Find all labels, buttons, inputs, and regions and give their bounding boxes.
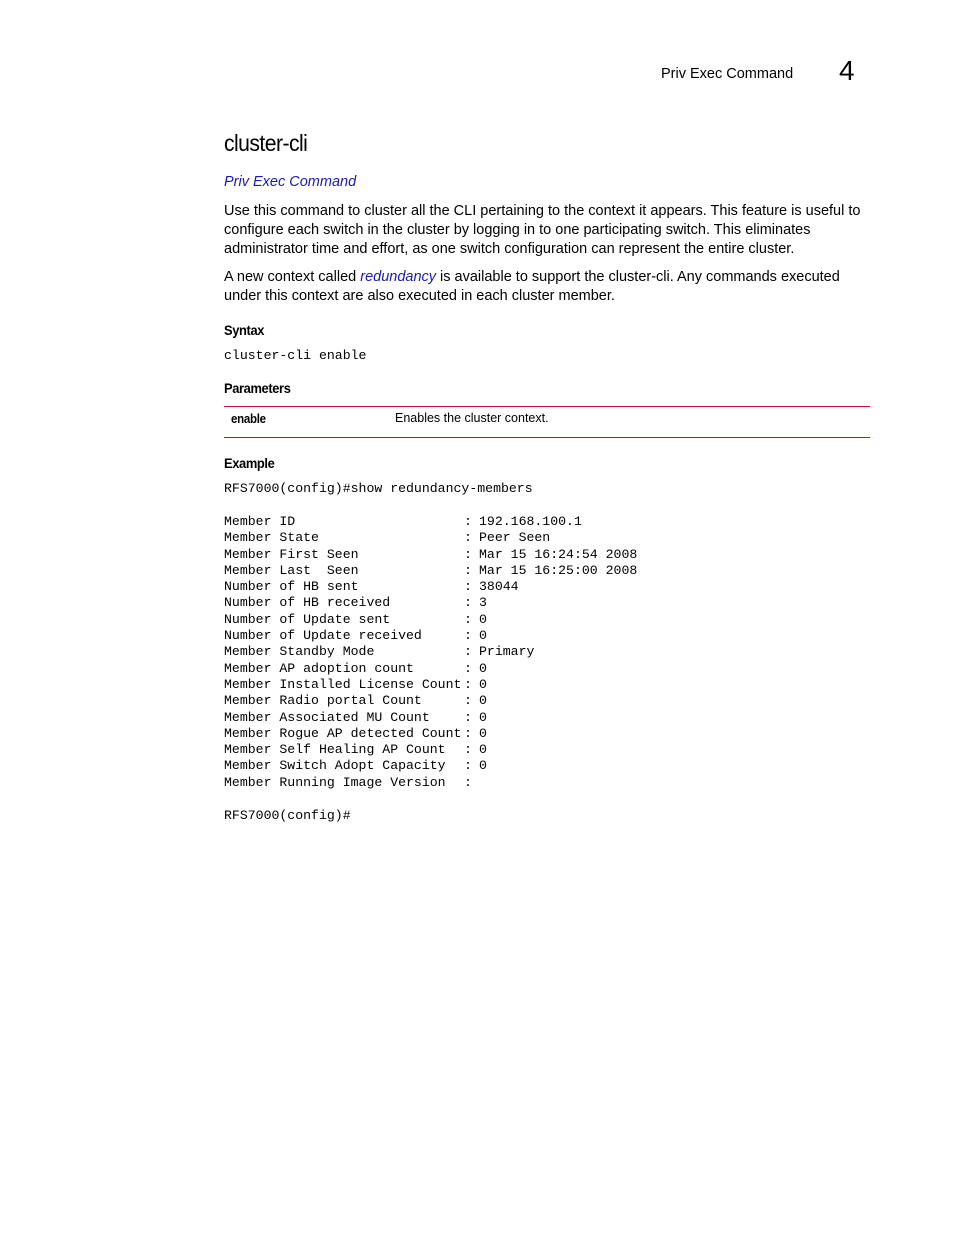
- output-key: Member AP adoption count: [224, 660, 414, 676]
- output-key: Member Rogue AP detected Count: [224, 725, 462, 741]
- parameters-heading: Parameters: [224, 380, 291, 396]
- output-row: [224, 579, 637, 595]
- output-value: 192.168.100.1: [479, 514, 582, 529]
- output-separator: :: [464, 628, 472, 644]
- output-key: Member Standby Mode: [224, 644, 375, 660]
- output-key: Member First Seen: [224, 546, 359, 562]
- output-separator: :: [464, 562, 472, 578]
- context-note-paragraph: [224, 268, 870, 306]
- output-separator: :: [464, 660, 472, 676]
- output-separator: :: [464, 742, 472, 758]
- syntax-code: cluster-cli enable: [224, 348, 367, 363]
- breadcrumb-link[interactable]: Priv Exec Command: [224, 174, 357, 190]
- output-separator: :: [464, 595, 472, 611]
- output-row: [224, 726, 637, 742]
- example-prompt: RFS7000(config)#: [224, 808, 351, 823]
- output-row: [224, 693, 637, 709]
- output-value: Mar 15 16:24:54 2008: [479, 546, 638, 562]
- output-value: 0: [479, 725, 487, 741]
- output-separator: :: [464, 530, 472, 546]
- output-separator: :: [464, 611, 472, 627]
- output-value: Peer Seen: [479, 530, 551, 546]
- output-value: 0: [479, 676, 487, 692]
- output-key: Member State: [224, 530, 319, 546]
- output-value: Primary: [479, 644, 535, 660]
- output-key: Member Installed License Count: [224, 676, 462, 692]
- output-key: Member Switch Adopt Capacity: [224, 758, 446, 774]
- output-key: Member ID: [224, 514, 296, 529]
- output-separator: :: [464, 758, 472, 774]
- output-row: [224, 758, 637, 774]
- output-value: Mar 15 16:25:00 2008: [479, 562, 638, 578]
- parameters-table: [224, 406, 870, 438]
- output-value: 0: [479, 709, 487, 725]
- output-key: Member Self Healing AP Count: [224, 742, 446, 758]
- output-row: [224, 742, 637, 758]
- output-key: Number of Update sent: [224, 611, 391, 627]
- output-separator: :: [464, 546, 472, 562]
- output-separator: :: [464, 579, 472, 595]
- output-key: Member Last Seen: [224, 562, 359, 578]
- output-separator: :: [464, 709, 472, 725]
- output-separator: :: [464, 725, 472, 741]
- parameter-description: Enables the cluster context.: [395, 411, 549, 425]
- output-value: 0: [479, 660, 487, 676]
- output-key: Member Radio portal Count: [224, 693, 422, 709]
- output-separator: :: [464, 644, 472, 660]
- syntax-heading: Syntax: [224, 322, 265, 338]
- output-row: [224, 644, 637, 660]
- output-value: 0: [479, 611, 487, 627]
- context-note-after: is available to support the cluster-cli. Any commands executed under this context are also executed in each cluster member.: [224, 269, 840, 304]
- output-value: 0: [479, 628, 487, 644]
- context-note-before: A new context called: [224, 269, 361, 285]
- chapter-number: 4: [839, 55, 855, 86]
- redundancy-link[interactable]: redundancy: [360, 269, 437, 285]
- output-value: 38044: [479, 579, 519, 595]
- example-command: RFS7000(config)#show redundancy-members: [224, 481, 533, 496]
- output-row: [224, 710, 637, 726]
- output-key: Number of HB sent: [224, 579, 359, 595]
- output-row: [224, 661, 637, 677]
- parameter-name: enable: [231, 412, 266, 426]
- output-row: [224, 563, 637, 579]
- output-separator: :: [464, 693, 472, 709]
- output-key: Member Associated MU Count: [224, 709, 430, 725]
- example-heading: Example: [224, 455, 275, 471]
- example-output: [224, 514, 637, 791]
- page-title: cluster-cli: [224, 130, 308, 156]
- output-row: [224, 547, 637, 563]
- output-key: Number of HB received: [224, 595, 391, 611]
- output-row: [224, 595, 637, 611]
- output-row: [224, 775, 637, 791]
- output-row: [224, 677, 637, 693]
- output-key: Member Running Image Version: [224, 774, 446, 790]
- description-paragraph: Use this command to cluster all the CLI pertaining to the context it appears. This feature is useful to configure each switch in the cluster by logging in to one participating switch. This eliminates administrator time and effort, as one switch configuration can represent the entire cluster.: [224, 203, 861, 257]
- output-separator: :: [464, 514, 472, 529]
- output-separator: :: [464, 676, 472, 692]
- output-row: [224, 514, 637, 530]
- output-value: 0: [479, 742, 487, 758]
- output-row: [224, 628, 637, 644]
- output-value: 3: [479, 595, 487, 611]
- output-key: Number of Update received: [224, 628, 422, 644]
- output-row: [224, 530, 637, 546]
- output-separator: :: [464, 774, 472, 790]
- output-row: [224, 612, 637, 628]
- output-value: 0: [479, 693, 487, 709]
- output-value: 0: [479, 758, 487, 774]
- running-header-section: Priv Exec Command: [661, 66, 794, 82]
